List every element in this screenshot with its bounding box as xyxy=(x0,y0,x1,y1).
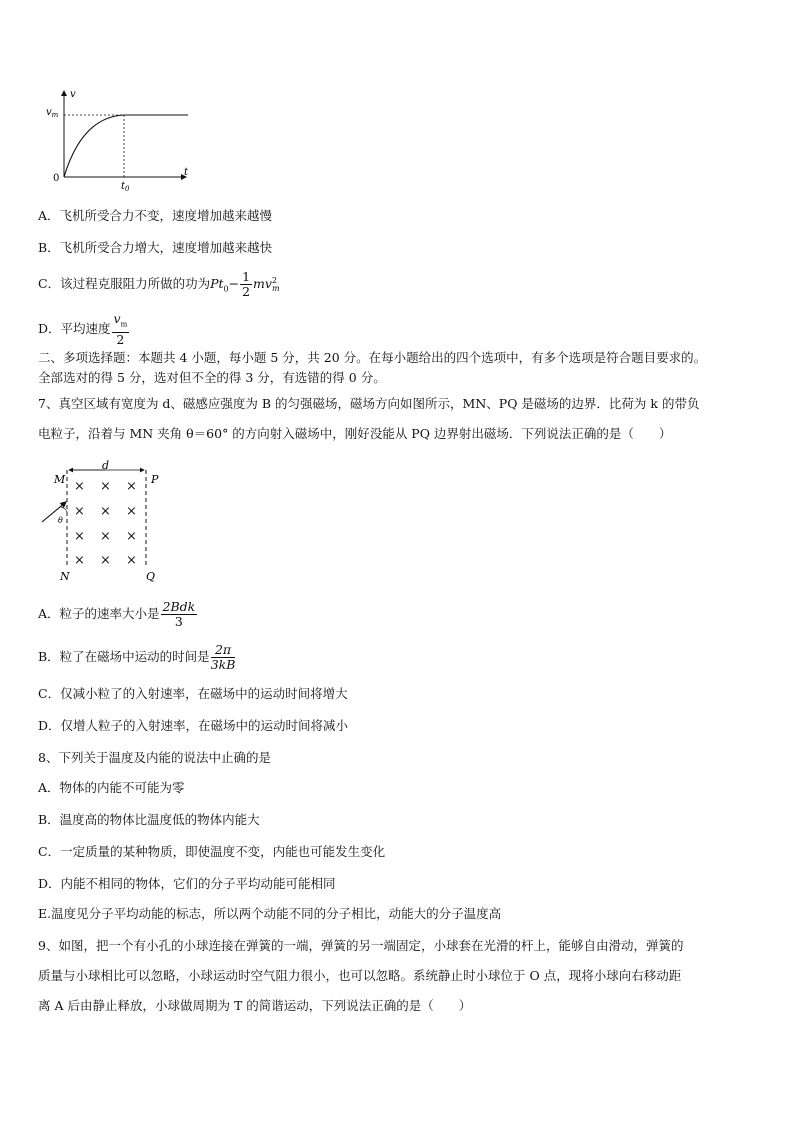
cross-mark: × xyxy=(126,529,137,544)
q7-option-b: B．粒了在磁场中运动的时间是 $\frac{2\pi}{3kB}$ xyxy=(38,642,236,672)
q8-option-a: A．物体的内能不可能为零 xyxy=(38,780,185,795)
cross-mark: × xyxy=(100,479,111,494)
t-axis-label: t xyxy=(184,167,189,178)
cross-mark: × xyxy=(74,553,85,568)
q8-option-d: D．内能不相同的物体，它们的分子平均动能可能相同 xyxy=(38,876,336,891)
q7-option-c: C．仅减小粒了的入射速率，在磁场中的运动时间将增大 xyxy=(38,686,348,701)
q9-stem-line3: 离 A 后由静止释放，小球做周期为 T 的简谐运动，下列说法正确的是（ ） xyxy=(38,998,472,1013)
cross-mark: × xyxy=(74,479,85,494)
label-n: N xyxy=(60,570,70,583)
cross-mark: × xyxy=(126,504,137,519)
q7-stem-line1: 7、真空区域有宽度为 d、磁感应强度为 B 的匀强磁场，磁场方向如图所示，MN、PQ 是磁场的边界．比荷为 k 的带负 xyxy=(38,396,700,411)
angle-arc xyxy=(61,507,67,512)
section-header-line1: 二、多项选择题：本题共 4 小题，每小题 5 分，共 20 分。在每小题给出的四个选项中，有多个选项是符合题目要求的。 xyxy=(38,350,707,365)
q6-option-c: C．该过程克服阻力所做的功为$Pt_0-$ $\frac{1}{2}$ mv 2 m xyxy=(38,269,280,299)
cross-mark: × xyxy=(126,553,137,568)
q7-option-a: A．粒子的速率大小是 $\frac{\text{2Bdk}}{3}$ xyxy=(38,599,196,629)
vm-label: $v_m$ xyxy=(46,107,59,119)
t0-label: $t_0$ xyxy=(121,181,130,193)
angle-theta: θ xyxy=(58,516,63,525)
cross-mark: × xyxy=(74,504,85,519)
q8-option-e: E.温度见分子平均动能的标志，所以两个动能不同的分子相比，动能大的分子温度高 xyxy=(38,906,502,921)
cross-mark: × xyxy=(74,529,85,544)
cross-mark: × xyxy=(100,553,111,568)
cross-mark: × xyxy=(100,504,111,519)
q6-option-a: A．飞机所受合力不变，速度增加越来越慢 xyxy=(38,208,273,223)
cross-mark: × xyxy=(100,529,111,544)
q8-stem: 8、下列关于温度及内能的说法中止确的是 xyxy=(38,750,271,765)
q9-stem-line1: 9、如图，把一个有小孔的小球连接在弹簧的一端，弹簧的另一端固定，小球套在光滑的杆上，能够自由滑动，弹簧的 xyxy=(38,938,684,953)
label-m: M xyxy=(54,473,66,486)
section-header-line2: 全部选对的得 5 分，选对但不全的得 3 分，有选错的得 0 分。 xyxy=(38,370,386,385)
label-p: P xyxy=(151,473,159,486)
origin-label: 0 xyxy=(53,173,60,184)
label-q: Q xyxy=(146,570,156,583)
cross-mark: × xyxy=(126,479,137,494)
width-label-d: d xyxy=(102,460,110,472)
velocity-curve xyxy=(64,115,188,177)
q8-option-b: B．温度高的物体比温度低的物体内能大 xyxy=(38,812,260,827)
q9-stem-line2: 质量与小球相比可以忽略，小球运动时空气阻力很小，也可以忽略。系统静止时小球位于 O 点，现将小球向右移动距 xyxy=(38,968,682,983)
q8-option-c: C．一定质量的某种物质，即使温度不变，内能也可能发生变化 xyxy=(38,844,386,859)
field-crosses xyxy=(74,479,137,568)
q6-option-d: D．平均速度 $\frac{v_m}{2}$ xyxy=(38,311,128,347)
v-axis-label: v xyxy=(70,89,76,100)
q7-option-d: D．仅增人粒子的入射速率，在磁场中的运动时间将减小 xyxy=(38,718,349,733)
magnetic-field-figure xyxy=(36,460,176,588)
velocity-time-graph xyxy=(38,85,198,195)
q7-stem-line2: 电粒子，沿着与 MN 夹角 θ＝60° 的方向射入磁场中，刚好没能从 PQ 边界射出磁场．下列说法正确的是（ ） xyxy=(38,426,672,441)
q6-option-b: B．飞机所受合力增大，速度增加越来越快 xyxy=(38,240,273,255)
